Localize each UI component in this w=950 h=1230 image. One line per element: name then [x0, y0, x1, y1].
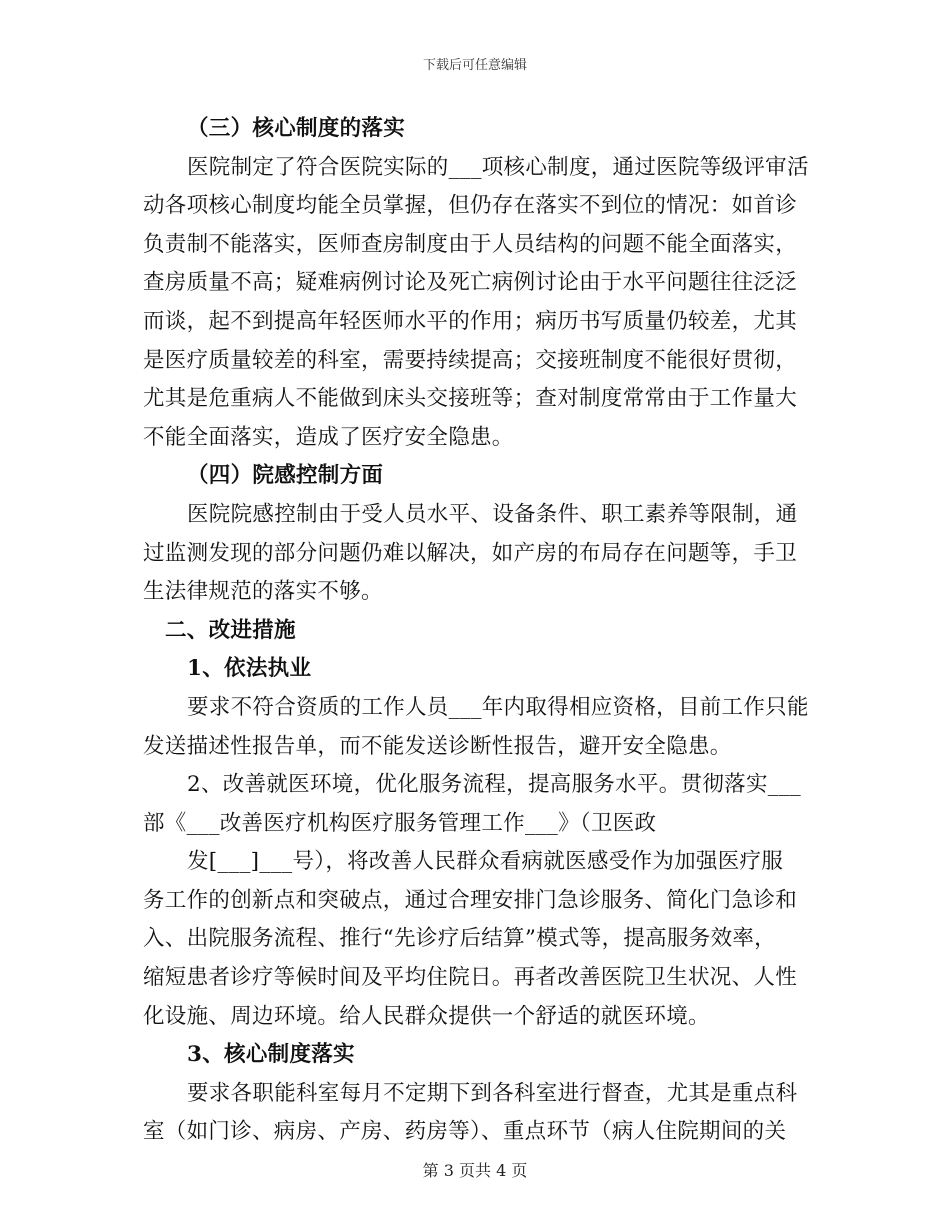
- paragraph-line: 生法律规范的落实不够。: [143, 579, 383, 605]
- section-heading: （四）院感控制方面: [187, 463, 384, 489]
- page-header-note: 下载后可任意编辑: [422, 58, 527, 73]
- section-heading: 1、依法执业: [187, 656, 312, 682]
- paragraph-line: 化设施、周边环境。给人民群众提供一个舒适的就医环境。: [143, 1003, 710, 1029]
- paragraph-line: 医院院感控制由于受人员水平、设备条件、职工素养等限制，通: [187, 501, 798, 527]
- paragraph-line: 发[___]___号），将改善人民群众看病就医感受作为加强医疗服: [187, 849, 784, 875]
- paragraph-line: 医院制定了符合医院实际的___项核心制度，通过医院等级评审活: [187, 154, 809, 180]
- paragraph-line: 不能全面落实，造成了医疗安全隐患。: [143, 424, 514, 450]
- paragraph-line: 过监测发现的部分问题仍难以解决，如产房的布局存在问题等，手卫: [143, 540, 798, 566]
- paragraph-line: 要求各职能科室每月不定期下到各科室进行督查，尤其是重点科: [187, 1080, 798, 1106]
- paragraph-line: 室（如门诊、病房、产房、药房等）、重点环节（病人住院期间的关: [143, 1119, 787, 1145]
- section-heading: （三）核心制度的落实: [187, 116, 406, 141]
- paragraph-line: 负责制不能落实，医师查房制度由于人员结构的问题不能全面落实，: [143, 231, 798, 257]
- paragraph-line: 部《___改善医疗机构医疗服务管理工作___》（卫医政: [143, 810, 657, 836]
- page-number-footer: 第 3 页共 4 页: [422, 1161, 528, 1180]
- document-body: [143, 110, 808, 1152]
- paragraph-line: 2、改善就医环境，优化服务流程，提高服务水平。贯彻落实___: [187, 772, 801, 798]
- paragraph-line: 而谈，起不到提高年轻医师水平的作用；病历书写质量仍较差，尤其: [143, 308, 798, 334]
- paragraph-line: 要求不符合资质的工作人员___年内取得相应资格，目前工作只能: [187, 694, 809, 720]
- paragraph-line: 尤其是危重病人不能做到床头交接班等；查对制度常常由于工作量大: [143, 386, 798, 412]
- paragraph-line: 入、出院服务流程、推行“先诊疗后结算”模式等，提高服务效率，: [143, 926, 776, 952]
- paragraph-line: 发送描述性报告单，而不能发送诊断性报告，避开安全隐患。: [143, 733, 732, 759]
- section-heading: 二、改进措施: [165, 617, 296, 643]
- paragraph-line: 是医疗质量较差的科室，需要持续提高；交接班制度不能很好贯彻，: [143, 347, 798, 373]
- paragraph-line: 缩短患者诊疗等候时间及平均住院日。再者改善医院卫生状况、人性: [143, 965, 798, 991]
- section-heading: 3、核心制度落实: [187, 1042, 355, 1068]
- paragraph-line: 查房质量不高；疑难病例讨论及死亡病例讨论由于水平问题往往泛泛: [143, 270, 798, 296]
- paragraph-line: 动各项核心制度均能全员掌握，但仍存在落实不到位的情况：如首诊: [143, 193, 798, 219]
- paragraph-line: 务工作的创新点和突破点，通过合理安排门急诊服务、简化门急诊和: [143, 887, 798, 913]
